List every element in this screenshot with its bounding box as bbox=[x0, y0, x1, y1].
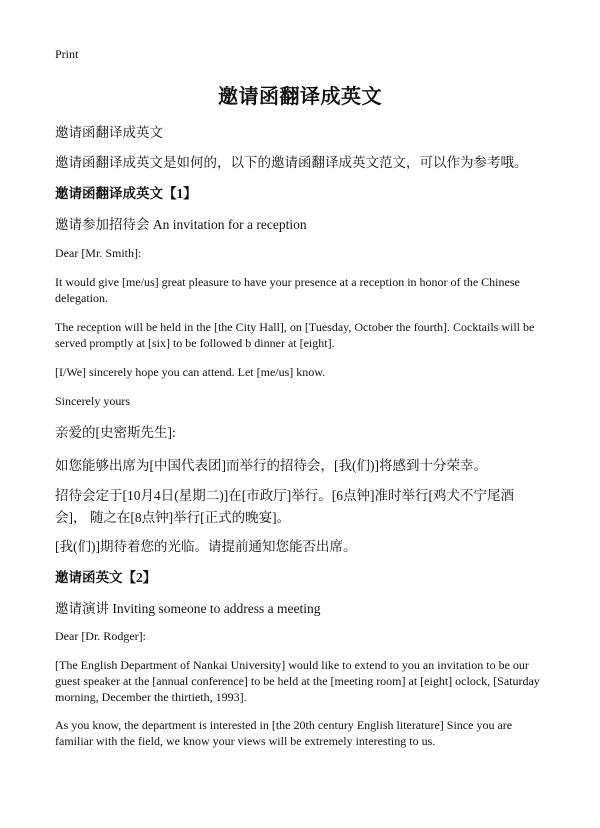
intro-line: 邀请函翻译成英文 bbox=[55, 125, 163, 140]
section2-salutation: Dear [Dr. Rodger]: bbox=[55, 629, 146, 643]
section1-paragraph-2: The reception will be held in the [the City Hall], on [Tuesday, October the fourth]. Cocktails will be served promptly at [six] to be followed b dinner at [eight]. bbox=[55, 320, 535, 350]
section1-subtitle: 邀请参加招待会 An invitation for a reception bbox=[55, 217, 307, 232]
page-title: 邀请函翻译成英文 bbox=[218, 86, 382, 108]
section1-heading: 邀请函翻译成英文【1】 bbox=[55, 186, 197, 201]
section2-paragraph-1: [The English Department of Nankai University] would like to extend to you an invitation to be our guest speaker at the [annual conference] to be held at the [meeting room] at [eight] oclock, [Saturday morning, December the thirtieth, 1993]. bbox=[55, 658, 540, 704]
print-link[interactable]: Print bbox=[55, 47, 79, 61]
intro-paragraph: 邀请函翻译成英文是如何的，以下的邀请函翻译成英文范文，可以作为参考哦。 bbox=[55, 155, 528, 170]
section1-zh-paragraph-1: 如您能够出席为[中国代表团]而举行的招待会，[我(们)]将感到十分荣幸。 bbox=[55, 458, 487, 473]
section1-zh-paragraph-3: [我(们)]期待着您的光临。请提前通知您能否出席。 bbox=[55, 539, 357, 554]
section1-paragraph-1: It would give [me/us] great pleasure to have your presence at a reception in honor of the Chinese delegation. bbox=[55, 275, 520, 305]
section2-paragraph-2: As you know, the department is interested in [the 20th century English literature] Since you are familiar with the field, we know your views will be extremely interesting to us. bbox=[55, 718, 513, 748]
section1-zh-salutation: 亲爱的[史密斯先生]: bbox=[55, 425, 176, 440]
section2-subtitle: 邀请演讲 Inviting someone to address a meeting bbox=[55, 601, 321, 616]
section2-heading: 邀请函英文【2】 bbox=[55, 570, 157, 585]
section1-paragraph-3: [I/We] sincerely hope you can attend. Let [me/us] know. bbox=[55, 365, 326, 379]
section1-closing: Sincerely yours bbox=[55, 394, 130, 408]
section1-salutation: Dear [Mr. Smith]: bbox=[55, 246, 142, 260]
section1-zh-paragraph-2: 招待会定于[10月4日(星期二)]在[市政厅]举行。[6点钟]准时举行[鸡犬不宁尾酒会]， 随之在[8点钟]举行[正式的晚宴]。 bbox=[55, 488, 514, 525]
